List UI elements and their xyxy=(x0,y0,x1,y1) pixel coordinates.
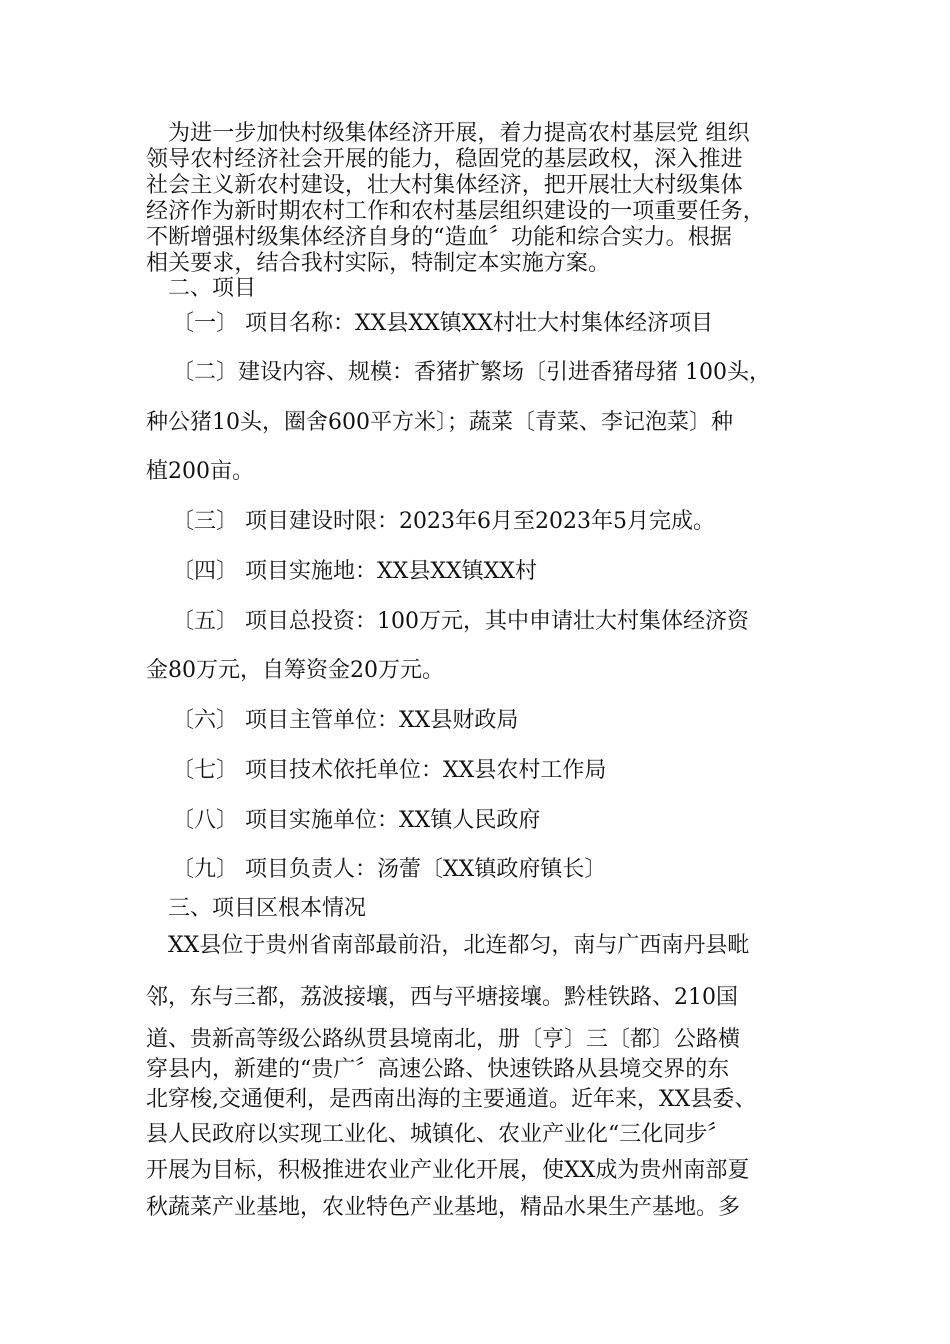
section-heading: 二、项目 xyxy=(168,276,257,301)
total-investment-line: 金80万元，自筹资金20万元。 xyxy=(146,658,444,683)
project-location-item: 〔四〕 项目实施地：XX县XX镇XX村 xyxy=(172,559,537,584)
construction-content-item: 〔二〕建设内容、规模：香猪扩繁场〔引进香猪母猪 100头， xyxy=(172,360,771,385)
intro-line: 经济作为新时期农村工作和农村基层组织建设的一项重要任务， xyxy=(146,199,765,224)
implementing-unit-item: 〔八〕 项目实施单位：XX镇人民政府 xyxy=(172,808,541,833)
project-leader-item: 〔九〕 项目负责人：汤蕾〔XX镇政府镇长〕 xyxy=(172,857,607,882)
body-line: 穿县内，新建的“贵广〞高速公路、快速铁路从县境交界的东 xyxy=(146,1057,730,1082)
intro-line: 不断增强村级集体经济自身的“造血〞功能和综合实力。根据 xyxy=(146,225,732,250)
construction-content-line: 植200亩。 xyxy=(146,459,254,484)
body-line: XX县位于贵州省南部最前沿，北连都匀，南与广西南丹县毗 xyxy=(168,933,750,958)
section-heading: 三、项目区根本情况 xyxy=(168,896,367,921)
body-line: 开展为目标，积极推进农业产业化开展，使XX成为贵州南部夏 xyxy=(146,1158,750,1183)
intro-line: 领导农村经济社会开展的能力，稳固党的基层政权，深入推进 xyxy=(146,147,743,172)
body-line: 秋蔬菜产业基地，农业特色产业基地，精品水果生产基地。多 xyxy=(146,1195,741,1220)
technical-support-unit-item: 〔七〕 项目技术依托单位：XX县农村工作局 xyxy=(172,758,607,783)
intro-line: 为进一步加快村级集体经济开展，着力提高农村基层党 组织 xyxy=(168,121,750,146)
intro-line: 相关要求，结合我村实际，特制定本实施方案。 xyxy=(146,251,611,276)
body-line: 邻，东与三都，荔波接壤，西与平塘接壤。黔桂铁路、210国 xyxy=(146,985,738,1010)
body-line: 北穿梭,交通便利，是西南出海的主要通道。近年来，XX县委、 xyxy=(146,1087,757,1112)
construction-period-item: 〔三〕 项目建设时限：2023年6月至2023年5月完成。 xyxy=(172,509,715,534)
supervising-unit-item: 〔六〕 项目主管单位：XX县财政局 xyxy=(172,708,519,733)
intro-line: 社会主义新农村建设，壮大村集体经济，把开展壮大村级集体 xyxy=(146,173,743,198)
body-line: 道、贵新高等级公路纵贯县境南北，册〔亨〕三〔都〕公路横 xyxy=(146,1027,741,1052)
body-line: 县人民政府以实现工业化、城镇化、农业产业化“三化同步〞 xyxy=(146,1122,730,1147)
project-name-item: 〔一〕 项目名称：XX县XX镇XX村壮大村集体经济项目 xyxy=(172,311,713,336)
total-investment-item: 〔五〕 项目总投资：100万元，其中申请壮大村集体经济资 xyxy=(172,609,749,634)
construction-content-line: 种公猪10头，圈舍600平方米〕；蔬菜〔青菜、李记泡菜〕种 xyxy=(146,410,733,435)
